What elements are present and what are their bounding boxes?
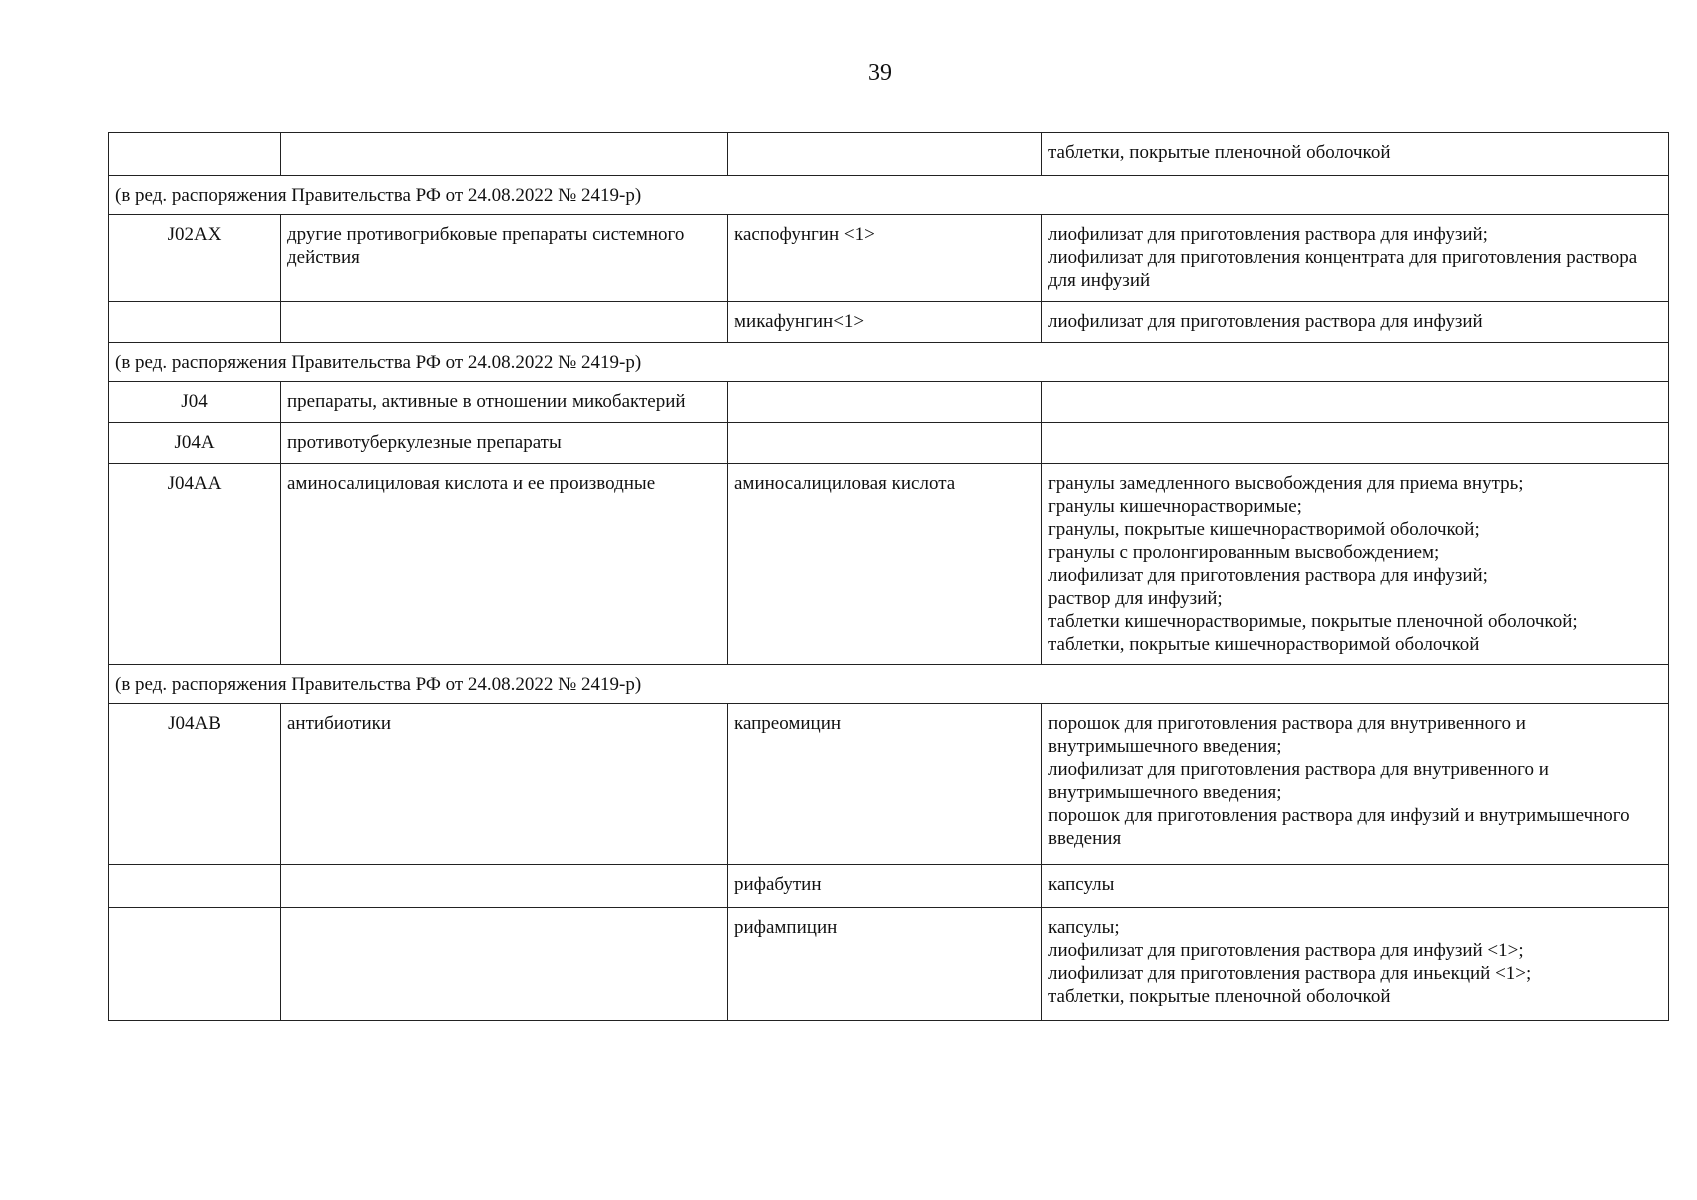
- amendment-row: [109, 343, 1669, 382]
- atc-code-cell: [109, 865, 281, 908]
- group-cell: препараты, активные в отношении микобактерий: [281, 382, 728, 423]
- forms-cell: [1042, 133, 1669, 176]
- form-line: таблетки, покрытые пленочной оболочкой: [1048, 142, 1391, 163]
- atc-code-cell: J04AB: [109, 704, 281, 865]
- atc-code-cell: J04A: [109, 423, 281, 464]
- group-cell: [281, 865, 728, 908]
- drug-table: [108, 132, 1669, 1021]
- drug-cell: капреомицин: [728, 704, 1042, 865]
- group-cell: противотуберкулезные препараты: [281, 423, 728, 464]
- form-line: гранулы замедленного высвобождения для приема внутрь;: [1048, 473, 1524, 494]
- forms-cell: [1042, 302, 1669, 343]
- table-row: [109, 215, 1669, 302]
- atc-code-cell: J04AA: [109, 464, 281, 665]
- group-cell: аминосалициловая кислота и ее производные: [281, 464, 728, 665]
- group-cell: [281, 908, 728, 1021]
- forms-cell: [1042, 464, 1669, 665]
- group-cell: [281, 133, 728, 176]
- forms-cell: [1042, 382, 1669, 423]
- page-number: 39: [868, 60, 892, 86]
- drug-cell: [728, 423, 1042, 464]
- form-line: лиофилизат для приготовления раствора для инфузий;: [1048, 224, 1488, 245]
- atc-code-cell: [109, 302, 281, 343]
- form-line: лиофилизат для приготовления раствора для инфузий <1>;: [1048, 940, 1524, 961]
- atc-code-cell: [109, 908, 281, 1021]
- drug-cell: микафунгин<1>: [728, 302, 1042, 343]
- form-line: лиофилизат для приготовления раствора для внутривенного и внутримышечного введения;: [1048, 759, 1549, 803]
- table-row: [109, 133, 1669, 176]
- form-line: лиофилизат для приготовления раствора для иньекций <1>;: [1048, 963, 1532, 984]
- drug-cell: [728, 382, 1042, 423]
- form-line: таблетки кишечнорастворимые, покрытые пленочной оболочкой;: [1048, 611, 1578, 632]
- form-line: порошок для приготовления раствора для инфузий и внутримышечного введения: [1048, 805, 1630, 849]
- forms-cell: [1042, 865, 1669, 908]
- amendment-note: (в ред. распоряжения Правительства РФ от 24.08.2022 № 2419-р): [109, 665, 1669, 704]
- forms-cell: [1042, 423, 1669, 464]
- form-line: гранулы кишечнорастворимые;: [1048, 496, 1302, 517]
- form-line: таблетки, покрытые кишечнорастворимой оболочкой: [1048, 634, 1480, 655]
- form-line: таблетки, покрытые пленочной оболочкой: [1048, 986, 1391, 1007]
- forms-cell: [1042, 704, 1669, 865]
- group-cell: [281, 302, 728, 343]
- drug-cell: аминосалициловая кислота: [728, 464, 1042, 665]
- form-line: гранулы с пролонгированным высвобождением;: [1048, 542, 1440, 563]
- amendment-note: (в ред. распоряжения Правительства РФ от 24.08.2022 № 2419-р): [109, 343, 1669, 382]
- table-row: [109, 704, 1669, 865]
- group-cell: антибиотики: [281, 704, 728, 865]
- drug-cell: каспофунгин <1>: [728, 215, 1042, 302]
- drug-cell: рифампицин: [728, 908, 1042, 1021]
- atc-code-cell: J04: [109, 382, 281, 423]
- form-line: порошок для приготовления раствора для внутривенного и внутримышечного введения;: [1048, 713, 1526, 757]
- table-row: [109, 382, 1669, 423]
- group-cell: другие противогрибковые препараты системного действия: [281, 215, 728, 302]
- table-row: [109, 865, 1669, 908]
- form-line: лиофилизат для приготовления раствора для инфузий: [1048, 311, 1483, 332]
- amendment-row: [109, 176, 1669, 215]
- forms-cell: [1042, 908, 1669, 1021]
- form-line: гранулы, покрытые кишечнорастворимой оболочкой;: [1048, 519, 1480, 540]
- form-line: капсулы: [1048, 874, 1115, 895]
- table-row: [109, 423, 1669, 464]
- drug-cell: [728, 133, 1042, 176]
- atc-code-cell: [109, 133, 281, 176]
- forms-cell: [1042, 215, 1669, 302]
- form-line: лиофилизат для приготовления раствора для инфузий;: [1048, 565, 1488, 586]
- table-row: [109, 464, 1669, 665]
- drug-cell: рифабутин: [728, 865, 1042, 908]
- amendment-row: [109, 665, 1669, 704]
- amendment-note: (в ред. распоряжения Правительства РФ от 24.08.2022 № 2419-р): [109, 176, 1669, 215]
- form-line: капсулы;: [1048, 917, 1120, 938]
- form-line: лиофилизат для приготовления концентрата для приготовления раствора для инфузий: [1048, 247, 1638, 291]
- table-row: [109, 908, 1669, 1021]
- form-line: раствор для инфузий;: [1048, 588, 1223, 609]
- atc-code-cell: J02AX: [109, 215, 281, 302]
- table-row: [109, 302, 1669, 343]
